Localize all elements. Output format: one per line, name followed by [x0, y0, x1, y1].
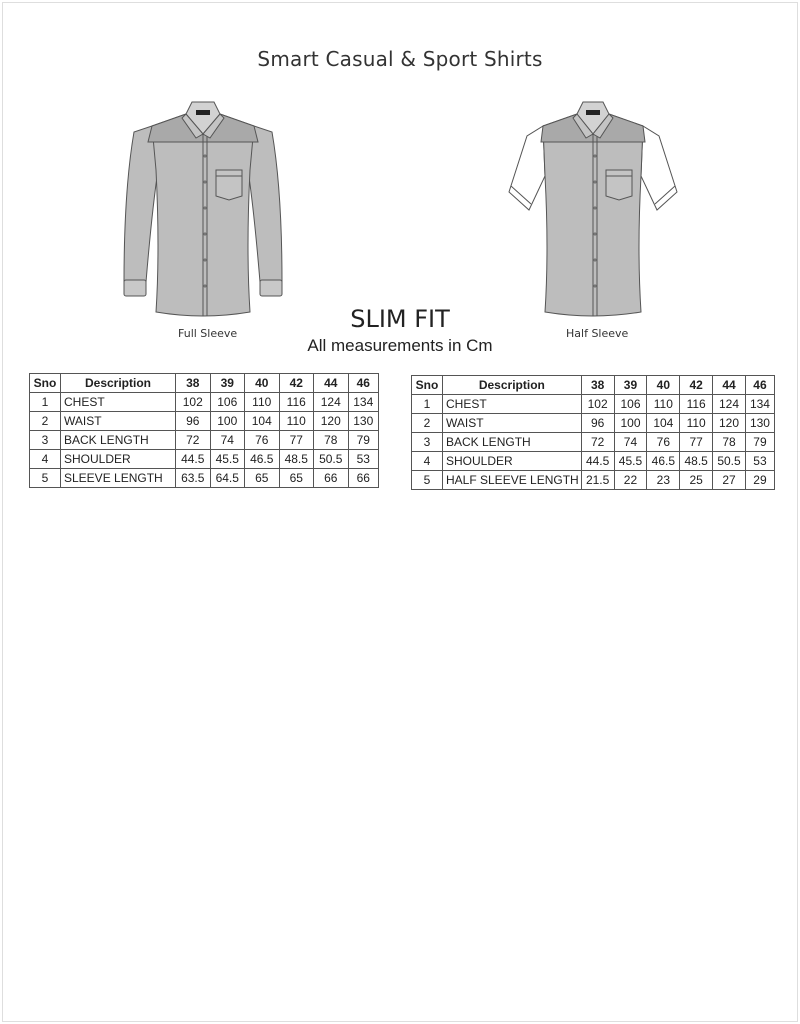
- cell-value: 79: [745, 433, 774, 452]
- table-row: [30, 469, 379, 488]
- header-size: 46: [745, 376, 774, 395]
- full-pocket: [216, 170, 242, 200]
- half-sleeve-size-table: [411, 375, 775, 490]
- full-sleeve-caption: Full Sleeve: [178, 327, 238, 340]
- fit-heading: SLIM FIT: [350, 305, 450, 333]
- header-size: 46: [348, 374, 379, 393]
- cell-value: 45.5: [210, 450, 245, 469]
- cell-value: 44.5: [176, 450, 211, 469]
- cell-sno: 4: [30, 450, 61, 469]
- table-row: [30, 450, 379, 469]
- cell-sno: 3: [30, 431, 61, 450]
- cell-value: 120: [314, 412, 349, 431]
- header-size: 38: [176, 374, 211, 393]
- cell-value: 53: [745, 452, 774, 471]
- full-left-sleeve: [124, 126, 158, 282]
- cell-value: 78: [713, 433, 746, 452]
- full-sleeve-shirt-illustration: [118, 100, 288, 320]
- cell-sno: 3: [412, 433, 443, 452]
- page-title: Smart Casual & Sport Shirts: [257, 47, 543, 71]
- cell-value: 96: [581, 414, 614, 433]
- cell-description: HALF SLEEVE LENGTH: [443, 471, 582, 490]
- table-row: [412, 395, 775, 414]
- table-row: [412, 452, 775, 471]
- cell-value: 27: [713, 471, 746, 490]
- cell-value: 76: [245, 431, 280, 450]
- cell-description: BACK LENGTH: [61, 431, 176, 450]
- header-size: 40: [647, 376, 680, 395]
- half-pocket: [606, 170, 632, 200]
- cell-value: 102: [176, 393, 211, 412]
- cell-value: 110: [680, 414, 713, 433]
- table-row: [412, 414, 775, 433]
- cell-value: 23: [647, 471, 680, 490]
- table-row: [412, 433, 775, 452]
- table-row: [30, 393, 379, 412]
- header-size: 38: [581, 376, 614, 395]
- cell-description: SLEEVE LENGTH: [61, 469, 176, 488]
- table-header-row: [412, 376, 775, 395]
- cell-description: WAIST: [443, 414, 582, 433]
- cell-value: 66: [314, 469, 349, 488]
- cell-value: 116: [680, 395, 713, 414]
- cell-value: 110: [279, 412, 314, 431]
- table-row: [412, 471, 775, 490]
- cell-value: 44.5: [581, 452, 614, 471]
- header-description: Description: [443, 376, 582, 395]
- cell-value: 77: [279, 431, 314, 450]
- half-left-sleeve: [509, 126, 545, 210]
- header-size: 39: [614, 376, 647, 395]
- cell-sno: 2: [412, 414, 443, 433]
- cell-value: 78: [314, 431, 349, 450]
- cell-sno: 2: [30, 412, 61, 431]
- cell-value: 76: [647, 433, 680, 452]
- cell-value: 100: [614, 414, 647, 433]
- cell-value: 102: [581, 395, 614, 414]
- cell-value: 65: [279, 469, 314, 488]
- full-right-sleeve: [248, 126, 282, 282]
- cell-description: SHOULDER: [443, 452, 582, 471]
- cell-value: 72: [581, 433, 614, 452]
- cell-value: 66: [348, 469, 379, 488]
- table-row: [30, 431, 379, 450]
- table-row: [30, 412, 379, 431]
- cell-value: 130: [348, 412, 379, 431]
- cell-value: 53: [348, 450, 379, 469]
- cell-description: BACK LENGTH: [443, 433, 582, 452]
- header-sno: Sno: [30, 374, 61, 393]
- cell-value: 25: [680, 471, 713, 490]
- header-size: 40: [245, 374, 280, 393]
- cell-value: 100: [210, 412, 245, 431]
- cell-value: 50.5: [713, 452, 746, 471]
- cell-value: 46.5: [647, 452, 680, 471]
- cell-value: 29: [745, 471, 774, 490]
- cell-value: 104: [245, 412, 280, 431]
- cell-sno: 4: [412, 452, 443, 471]
- cell-value: 130: [745, 414, 774, 433]
- cell-value: 74: [614, 433, 647, 452]
- cell-sno: 1: [412, 395, 443, 414]
- header-size: 44: [713, 376, 746, 395]
- cell-value: 106: [210, 393, 245, 412]
- full-right-cuff: [260, 280, 282, 296]
- cell-value: 110: [647, 395, 680, 414]
- table-header-row: [30, 374, 379, 393]
- cell-value: 48.5: [680, 452, 713, 471]
- header-description: Description: [61, 374, 176, 393]
- header-sno: Sno: [412, 376, 443, 395]
- cell-description: WAIST: [61, 412, 176, 431]
- cell-value: 110: [245, 393, 280, 412]
- cell-value: 63.5: [176, 469, 211, 488]
- cell-value: 134: [348, 393, 379, 412]
- full-sleeve-size-table: [29, 373, 379, 488]
- header-size: 44: [314, 374, 349, 393]
- cell-value: 106: [614, 395, 647, 414]
- cell-value: 116: [279, 393, 314, 412]
- units-note: All measurements in Cm: [307, 336, 493, 355]
- cell-value: 104: [647, 414, 680, 433]
- cell-value: 96: [176, 412, 211, 431]
- header-size: 42: [680, 376, 713, 395]
- cell-sno: 1: [30, 393, 61, 412]
- cell-value: 46.5: [245, 450, 280, 469]
- header-size: 39: [210, 374, 245, 393]
- cell-value: 77: [680, 433, 713, 452]
- half-right-sleeve: [641, 126, 677, 210]
- cell-value: 120: [713, 414, 746, 433]
- cell-description: SHOULDER: [61, 450, 176, 469]
- full-left-cuff: [124, 280, 146, 296]
- cell-value: 50.5: [314, 450, 349, 469]
- cell-value: 124: [713, 395, 746, 414]
- cell-sno: 5: [412, 471, 443, 490]
- cell-value: 74: [210, 431, 245, 450]
- half-sleeve-caption: Half Sleeve: [566, 327, 629, 340]
- cell-value: 124: [314, 393, 349, 412]
- cell-value: 48.5: [279, 450, 314, 469]
- cell-value: 79: [348, 431, 379, 450]
- cell-sno: 5: [30, 469, 61, 488]
- half-sleeve-shirt-illustration: [503, 100, 683, 320]
- header-size: 42: [279, 374, 314, 393]
- cell-value: 21.5: [581, 471, 614, 490]
- cell-value: 72: [176, 431, 211, 450]
- cell-value: 134: [745, 395, 774, 414]
- cell-value: 65: [245, 469, 280, 488]
- cell-value: 22: [614, 471, 647, 490]
- cell-value: 64.5: [210, 469, 245, 488]
- cell-value: 45.5: [614, 452, 647, 471]
- cell-description: CHEST: [61, 393, 176, 412]
- cell-description: CHEST: [443, 395, 582, 414]
